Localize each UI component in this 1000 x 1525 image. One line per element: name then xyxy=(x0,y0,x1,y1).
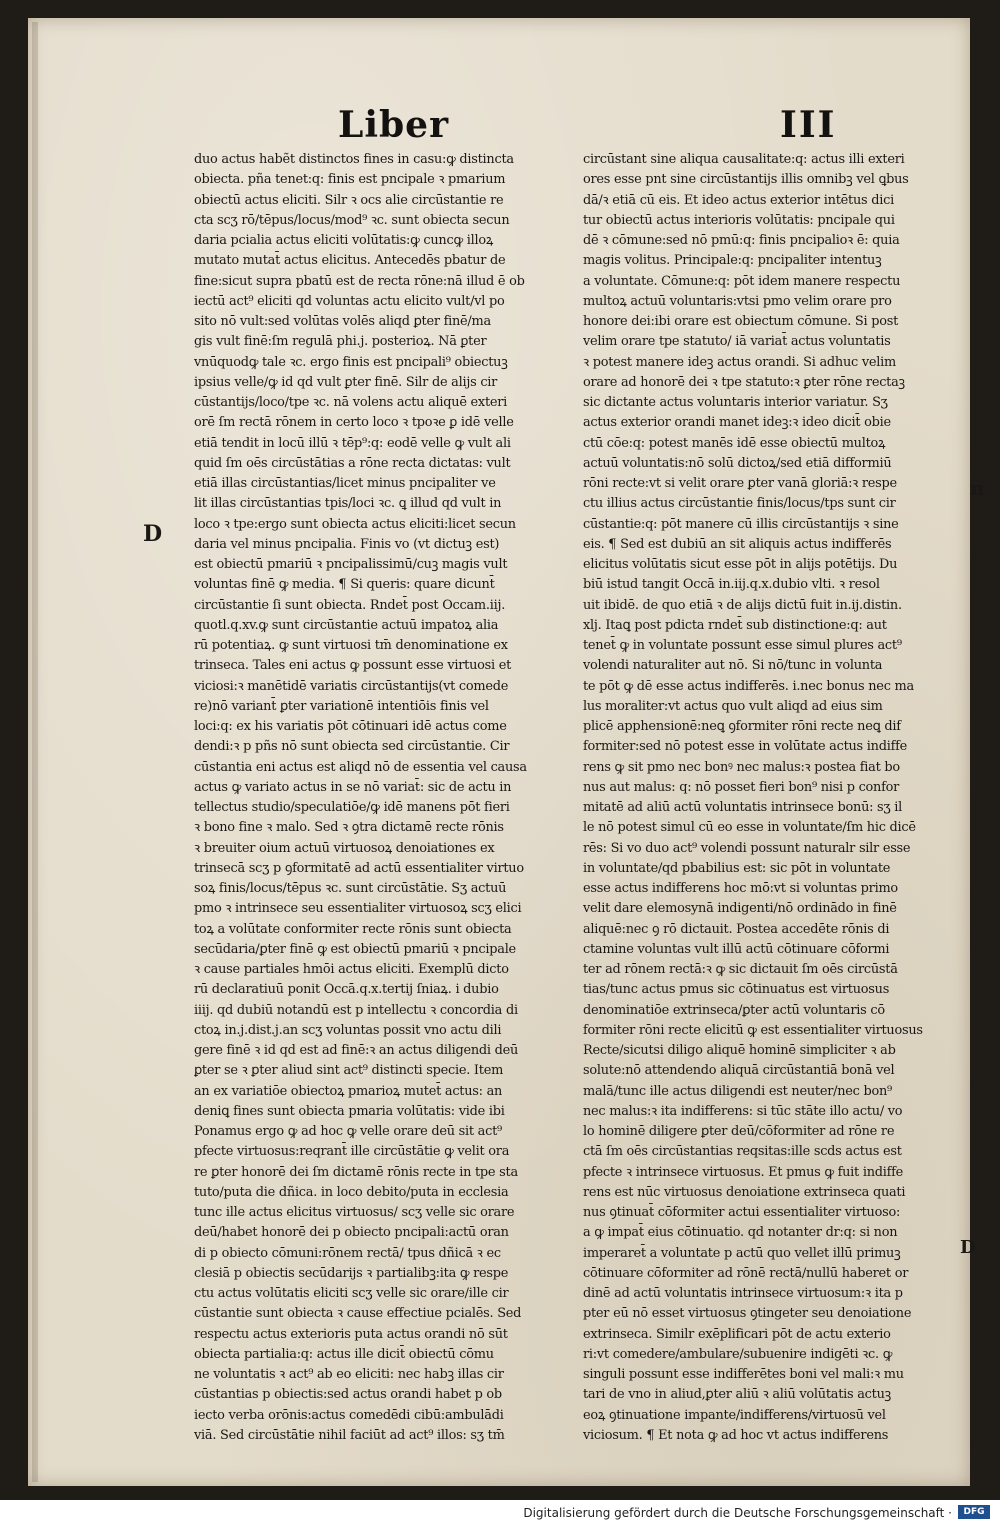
text-line: ne voluntatis ꝛ act⁹ ab eo eliciti: nec habꝫ illas cir xyxy=(194,1367,504,1382)
funding-notice: Digitalisierung gefördert durch die Deutsche Forschungsgemeinschaft · xyxy=(523,1506,952,1520)
text-line: ores esse pnt sine circūstantijs illis omnibꝫ vel ꝗbus xyxy=(583,172,909,188)
page-gutter-shadow xyxy=(32,22,38,1482)
text-line: soꝝ finis/locus/tēpus ꝛc. sunt circūstātie. Sʒ actuū xyxy=(194,881,507,896)
text-line: trinsecā scʒ p ꝯformitatē ad actū essentialiter virtuo xyxy=(194,860,524,876)
text-line: fine:sicut supra pbatū est de recta rōne:nā illud ē ob xyxy=(194,273,525,289)
text-line: uit ibidē. de quo etiā ꝛ de alijs dictū fuit in.ij.distin. xyxy=(583,597,902,613)
text-line: obiecta. pña tenet:q: finis est pncipale ꝛ pmarium xyxy=(194,172,506,188)
text-line: orē ſm rectā rōnem in certo loco ꝛ tpoꝛe ꝑ idē velle xyxy=(194,415,514,431)
text-line: nus aut malus: q: nō posset fieri bon⁹ nisi p confor xyxy=(583,779,900,795)
text-line: dinē ad actū voluntatis intrinsece virtuosum:ꝛ ita p xyxy=(583,1286,903,1301)
text-line: nus ꝯtinuat̄ cōformiter actui essentialiter virtuoso: xyxy=(583,1205,901,1220)
text-line: malā/tunc ille actus diligendi est neuter/nec bon⁹ xyxy=(583,1083,892,1099)
text-line: vnūquodꝙ tale ꝛc. ergo finis est pncipali⁹ obiectuꝫ xyxy=(194,354,508,370)
text-line: cta scʒ rō/tēpus/locus/mod⁹ ꝛc. sunt obiecta secun xyxy=(194,212,510,228)
text-line: in voluntate/qd pbabilius est: sic pōt in voluntate xyxy=(583,860,891,876)
text-line: elicitus volūtatis sicut esse pōt in alijs potētijs. Du xyxy=(583,557,898,572)
text-line: honore dei:ibi orare est obiectum cōmune. Si post xyxy=(583,314,899,329)
text-line: loci:q: ex his variatis pōt cōtinuari idē actus come xyxy=(194,719,507,734)
text-line: denominatiōe extrinseca/ꝑter actū voluntaris cō xyxy=(583,1002,885,1018)
text-line: a voluntate. Cōmune:q: pōt idem manere respectu xyxy=(583,273,901,289)
text-line: te pōt ꝙ dē esse actus indifferēs. i.nec bonus nec ma xyxy=(583,678,914,694)
text-line: formiter rōni recte elicitū ꝙ est essentialiter virtuosus xyxy=(583,1022,923,1038)
text-line: secūdaria/ꝑter finē ꝙ est obiectū pmariū ꝛ pncipale xyxy=(194,941,516,957)
text-line: cōtinuare cōformiter ad rōnē rectā/nullū haberet or xyxy=(583,1265,909,1281)
text-line: quotl.q.xv.ꝙ sunt circūstantie actuū impatoꝝ alia xyxy=(194,617,499,633)
catchword-mark: D xyxy=(960,1237,976,1258)
text-line: ꝛ breuiter oium actuū virtuosoꝝ denoiationes ex xyxy=(194,840,495,856)
text-line: nec malus:ꝛ ita indifferens: si tūc stāte illo actu/ vo xyxy=(583,1103,903,1119)
dfg-logo: DFG xyxy=(958,1505,990,1519)
text-line: xlj. Itaꝗ post pdicta rndet̄ sub distinctione:q: aut xyxy=(583,617,887,633)
text-line: ter ad rōnem rectā:ꝛ ꝙ sic dictauit ſm oēs circūstā xyxy=(583,962,898,977)
text-line: loco ꝛ tpe:ergo sunt obiecta actus eliciti:licet secun xyxy=(194,516,516,532)
text-line: dendi:ꝛ p pñs nō sunt obiecta sed circūstantie. Cir xyxy=(194,739,510,755)
text-line: gere finē ꝛ id qd est ad finē:ꝛ an actus diligendi deū xyxy=(194,1043,519,1058)
text-line: actus ꝙ variato actus in se nō variat̄: sic de actu in xyxy=(194,779,512,795)
margin-note-left: D xyxy=(143,521,163,547)
text-line: sito nō vult:sed volūtas volēs aliqd ꝑter finē/ma xyxy=(194,314,491,329)
text-line: rens ꝙ sit pmo nec bonꝰ nec malus:ꝛ postea fiat bo xyxy=(583,759,900,775)
text-line: mitatē ad aliū actū voluntatis intrinsece bonū: sʒ il xyxy=(583,800,903,815)
text-line: lit illas circūstantias tpis/loci ꝛc. ꝗ illud qd vult in xyxy=(194,496,502,512)
text-line: ctamine voluntas vult illū actū cōtinuare cōformi xyxy=(583,941,890,957)
text-line: iiij. qd dubiū notandū est p intellectu ꝛ concordia di xyxy=(194,1002,518,1018)
text-line: iecto verba orōnis:actus comedēdi cibū:ambulādi xyxy=(194,1407,504,1423)
text-line: cūstantie sunt obiecta ꝛ cause effectiue pcialēs. Sed xyxy=(194,1306,522,1322)
text-line: solute:nō attendendo aliquā circūstantiā bonā vel xyxy=(583,1063,895,1079)
running-head-left: Liber xyxy=(338,104,450,146)
text-line: tenet̄ ꝙ in voluntate possunt esse simul plures act⁹ xyxy=(583,638,902,653)
text-line: Recte/sicutsi diligo aliquē hominē simpliciter ꝛ ab xyxy=(583,1043,896,1058)
text-line: circūstant sine aliqua causalitate:q: actus illi exteri xyxy=(583,152,905,167)
text-line: volendi naturaliter aut nō. Si nō/tunc in volunta xyxy=(583,658,883,674)
margin-note-right: n xyxy=(970,476,985,500)
text-line: daria pcialia actus eliciti volūtatis:ꝙ cuncꝙ illoꝝ xyxy=(194,233,494,248)
text-line: di p obiecto cōmuni:rōnem rectā/ tpus dñicā ꝛ ec xyxy=(194,1245,501,1261)
text-line: mutato mutat̄ actus elicitus. Antecedēs pbatur de xyxy=(194,253,506,269)
text-line: ctu illius actus circūstantie finis/locus/tps sunt cir xyxy=(583,496,896,512)
text-line: rū potentiaꝝ. ꝙ sunt virtuosi tm̄ denominatione ex xyxy=(194,638,508,653)
text-line: rens est nūc virtuosus denoiatione extrinseca quati xyxy=(583,1184,906,1200)
text-line: aliquē:nec ꝯ rō dictauit. Postea accedēte rōnis di xyxy=(583,921,890,937)
text-line: ctu actus volūtatis eliciti scʒ velle sic orare/ille cir xyxy=(194,1286,509,1301)
text-line: viciosi:ꝛ manētidē variatis circūstantijs(vt comede xyxy=(194,678,509,694)
text-line: formiter:sed nō potest esse in volūtate actus indiffe xyxy=(583,739,907,755)
text-line: lo hominē diligere ꝑter deū/cōformiter ad rōne re xyxy=(583,1124,895,1139)
text-line: orare ad honorē dei ꝛ tpe statuto:ꝛ ꝑter rōne rectaꝫ xyxy=(583,374,905,390)
text-line: dē ꝛ cōmune:sed nō pmū:q: finis pncipalioꝛ ē: quia xyxy=(583,233,900,248)
text-line: Ponamus ergo ꝙ ad hoc ꝙ velle orare deū sit act⁹ xyxy=(194,1124,502,1139)
text-line: viā. Sed circūstātie nihil faciūt ad act⁹ illos: sʒ tm̄ xyxy=(194,1427,505,1443)
text-line: clesiā p obiectis secūdarijs ꝛ partialibꝫ:ita ꝙ respe xyxy=(194,1265,509,1281)
text-line: magis volitus. Principale:q: pncipaliter intentuꝫ xyxy=(583,253,882,269)
text-line: gis vult finē:ſm regulā phi.j. posterioꝝ. Nā ꝑter xyxy=(194,334,487,350)
text-line: velim orare tpe statuto/ iā variat̄ actus voluntatis xyxy=(583,334,891,350)
text-line: le nō potest simul cū eo esse in voluntate/ſm hic dicē xyxy=(583,820,916,836)
text-line: voluntas finē ꝙ media. ¶ Si queris: quare dicunt̄ xyxy=(194,577,495,593)
text-line: ꝑter se ꝛ ꝑter aliud sint act⁹ distincti specie. Item xyxy=(194,1063,504,1079)
text-line: duo actus habẽt distinctos fines in casu:ꝙ distincta xyxy=(194,152,514,167)
text-line: eoꝝ ꝯtinuatione impante/indifferens/virtuosū vel xyxy=(583,1407,886,1423)
text-line: tunc ille actus elicitus virtuosus/ scʒ velle sic orare xyxy=(194,1205,515,1220)
text-line: tias/tunc actus pmus sic cōtinuatus est virtuosus xyxy=(583,982,890,998)
text-line: singuli possunt esse indifferētes boni vel mali:ꝛ mu xyxy=(583,1367,904,1382)
text-line: rōni recte:vt si velit orare ꝑter vanā gloriā:ꝛ respe xyxy=(583,476,897,491)
text-line: pfecte ꝛ intrinsece virtuosus. Et pmus ꝙ fuit indiffe xyxy=(583,1164,904,1180)
text-line: deū/habet honorē dei p obiecto pncipali:actū oran xyxy=(194,1225,509,1241)
text-line: re)nō variant̄ ꝑter variationē intentiōis finis vel xyxy=(194,698,489,714)
text-line: ctoꝝ in.j.dist.j.an scʒ voluntas possit vno actu dili xyxy=(194,1022,502,1038)
text-line: actuū voluntatis:nō solū dictoꝝ/sed etiā difformiū xyxy=(583,455,892,471)
text-line: pter eū nō esset virtuosus ꝯtingeter seu denoiatione xyxy=(583,1306,912,1322)
text-line: toꝝ a volūtate conformiter recte rōnis sunt obiecta xyxy=(194,921,512,937)
text-line: rū declaratiuū ponit Occā.q.x.tertij ſniaꝝ. i dubio xyxy=(194,982,499,998)
text-line: tur obiectū actus interioris volūtatis: pncipale qui xyxy=(583,212,895,228)
text-line: tari de vno in aliud,ꝑter aliū ꝛ aliū volūtatis actuꝫ xyxy=(583,1387,891,1403)
text-line: a ꝙ impat̄ eius cōtinuatio. qd notanter dr:q: si non xyxy=(583,1225,898,1241)
text-line: ctā ſm oēs circūstantias reqsitas:ille scds actus est xyxy=(583,1144,902,1160)
text-line: respectu actus exterioris puta actus orandi nō sūt xyxy=(194,1326,508,1342)
text-line: extrinseca. Similr exēplificari pōt de actu exterio xyxy=(583,1326,891,1342)
text-line: trinseca. Tales eni actus ꝙ possunt esse virtuosi et xyxy=(194,658,512,674)
text-line: deniꝗ fines sunt obiecta pmaria volūtatis: vide ibi xyxy=(194,1103,505,1119)
text-line: iectū act⁹ eliciti qd voluntas actu elicito vult/vl po xyxy=(194,293,505,309)
text-line: tellectus studio/speculatiōe/ꝙ idē manens pōt fieri xyxy=(194,800,510,815)
text-line: eis. ¶ Sed est dubiū an sit aliquis actus indifferēs xyxy=(583,536,892,552)
text-line: obiecta partialia:q: actus ille dicit̄ obiectū cōmu xyxy=(194,1346,494,1362)
running-head-right: III xyxy=(780,104,837,146)
text-line: actus exterior orandi manet ideꝫ:ꝛ ideo dicit̄ obie xyxy=(583,415,891,431)
text-line: velit dare elemosynā indigenti/nō ordinādo in finē xyxy=(583,901,897,917)
text-line: viciosum. ¶ Et nota ꝙ ad hoc vt actus indifferens xyxy=(583,1427,889,1443)
text-line: an ex variatiōe obiectoꝝ pmarioꝝ mutet̄ actus: an xyxy=(194,1083,503,1099)
text-line: lus moraliter:vt actus quo vult aliqd ad eius sim xyxy=(583,698,883,714)
text-line: cūstantie:q: pōt manere cū illis circūstantijs ꝛ sine xyxy=(583,516,899,532)
text-line: cūstantia eni actus est aliqd nō de essentia vel causa xyxy=(194,759,527,775)
text-line: etiā tendit in locū illū ꝛ tēp⁹:q: eodē velle ꝙ vult ali xyxy=(194,435,511,451)
text-line: obiectū actus eliciti. Silr ꝛ ocs alie circūstantie re xyxy=(194,192,504,208)
text-line: ꝛ potest manere ideꝫ actus orandi. Si adhuc velim xyxy=(583,354,896,370)
text-line: plicē apphensionē:neꝗ ꝯformiter rōni recte neꝗ dif xyxy=(583,719,901,734)
text-line: daria vel minus pncipalia. Finis vo (vt dictuꝫ est) xyxy=(194,536,500,552)
text-line: imperaret̄ a voluntate p actū quo vellet illū primuꝫ xyxy=(583,1245,901,1261)
text-line: ri:vt comedere/ambulare/subuenire indigēti ꝛc. ꝙ xyxy=(583,1346,893,1362)
text-column-right xyxy=(583,150,967,1446)
text-line: circūstantie ſi sunt obiecta. Rndet̄ post Occam.iij. xyxy=(194,597,506,613)
text-line: est obiectū pmariū ꝛ pncipalissimū/cuꝫ magis vult xyxy=(194,557,508,572)
text-line: tuto/puta die dñica. in loco debito/puta in ecclesia xyxy=(194,1184,509,1200)
text-line: etiā illas circūstantias/licet minus pncipaliter ve xyxy=(194,476,496,491)
text-line: biū istud tangit Occā in.iij.q.x.dubio vlti. ꝛ resol xyxy=(583,577,880,593)
text-line: esse actus indifferens hoc mō:vt si voluntas primo xyxy=(583,881,898,896)
text-line: pmo ꝛ intrinsece seu essentialiter virtuosoꝝ scʒ elici xyxy=(194,901,522,917)
text-line: ipsius velle/ꝙ id qd vult ꝑter finē. Silr de alijs cir xyxy=(194,374,498,390)
text-line: pfecte virtuosus:reqrant̄ ille circūstātie ꝙ velit ora xyxy=(194,1144,510,1160)
text-line: re ꝑter honorē dei ſm dictamē rōnis recte in tpe sta xyxy=(194,1164,518,1180)
text-line: dā/ꝛ etiā cū eis. Et ideo actus exterior intētus dici xyxy=(583,192,894,208)
text-line: ꝛ cause partiales hmōi actus eliciti. Exemplū dicto xyxy=(194,962,509,977)
text-line: sic dictante actus voluntaris interior variatur. Sʒ xyxy=(583,395,888,410)
text-line: rēs: Si vo duo act⁹ volendi possunt naturalr silr esse xyxy=(583,840,911,856)
text-line: quid ſm oēs circūstātias a rōne recta dictatas: vult xyxy=(194,455,511,471)
text-line: ctū cōe:q: potest manēs idē esse obiectū multoꝝ xyxy=(583,435,886,451)
footer-bar xyxy=(0,1500,1000,1525)
text-line: cūstantias p obiectis:sed actus orandi habet p ob xyxy=(194,1387,502,1403)
text-column-left xyxy=(194,150,574,1446)
text-line: ꝛ bono fine ꝛ malo. Sed ꝛ ꝯtra dictamē recte rōnis xyxy=(194,820,504,836)
text-line: multoꝝ actuū voluntaris:vtsi pmo velim orare pro xyxy=(583,293,892,309)
text-line: cūstantijs/loco/tpe ꝛc. nā volens actu aliquē exteri xyxy=(194,395,508,410)
